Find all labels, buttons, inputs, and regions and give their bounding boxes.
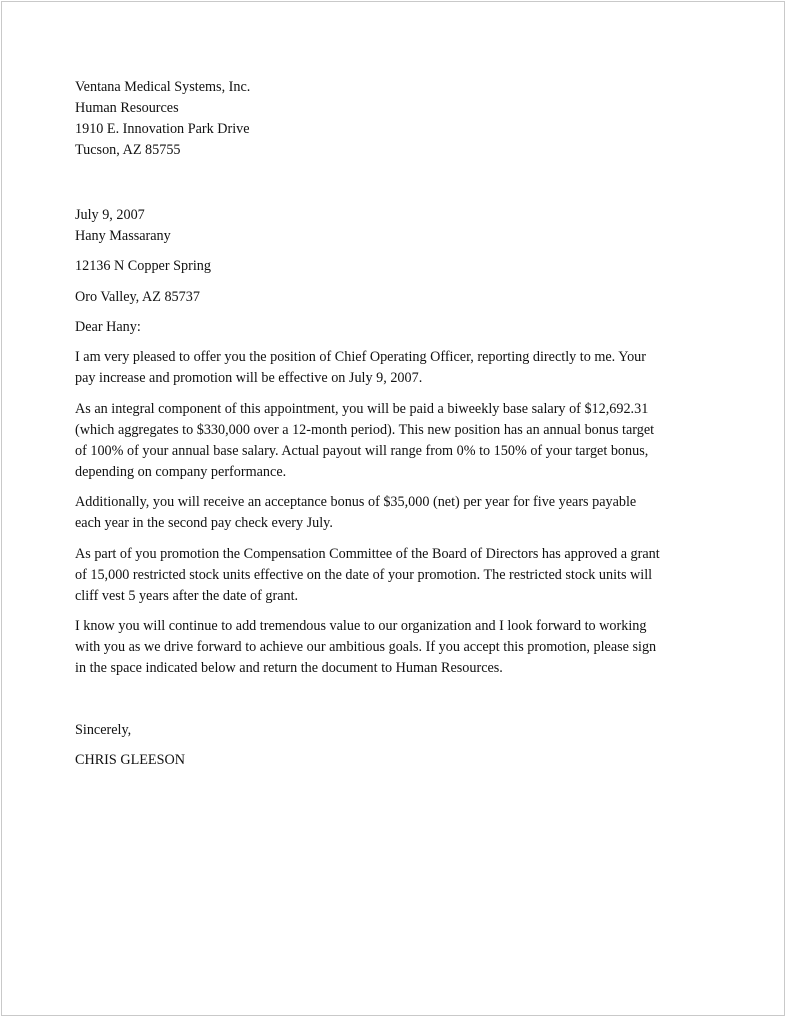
paragraph-line: of 100% of your annual base salary. Actual payout will range from 0% to 150% of your target bonus, xyxy=(75,443,649,459)
recipient-city: Oro Valley, AZ 85737 xyxy=(75,289,200,305)
paragraph-line: Additionally, you will receive an acceptance bonus of $35,000 (net) per year for five years payable xyxy=(75,494,637,510)
closing: Sincerely, xyxy=(75,722,132,738)
paragraph-line: cliff vest 5 years after the date of grant. xyxy=(75,588,299,604)
salutation: Dear Hany: xyxy=(75,319,141,335)
paragraph-line: As part of you promotion the Compensation Committee of the Board of Directors has approved a grant xyxy=(75,546,660,562)
letter-page xyxy=(1,1,785,1016)
letter-date: July 9, 2007 xyxy=(75,207,145,223)
paragraph-line: I know you will continue to add tremendous value to our organization and I look forward to working xyxy=(75,618,647,634)
recipient-street: 12136 N Copper Spring xyxy=(75,258,211,274)
sender-street: 1910 E. Innovation Park Drive xyxy=(75,121,250,137)
paragraph-line: As an integral component of this appointment, you will be paid a biweekly base salary of $12,692.31 xyxy=(75,401,649,417)
sender-department: Human Resources xyxy=(75,100,179,116)
paragraph-line: of 15,000 restricted stock units effective on the date of your promotion. The restricted stock units will xyxy=(75,567,653,583)
sender-city: Tucson, AZ 85755 xyxy=(75,142,181,158)
sender-company: Ventana Medical Systems, Inc. xyxy=(75,79,251,95)
paragraph-line: each year in the second pay check every July. xyxy=(75,515,333,531)
paragraph-line: with you as we drive forward to achieve our ambitious goals. If you accept this promotion, please sign xyxy=(75,639,657,655)
paragraph-line: (which aggregates to $330,000 over a 12-month period). This new position has an annual bonus target xyxy=(75,422,655,438)
paragraph-line: I am very pleased to offer you the position of Chief Operating Officer, reporting directly to me. Your xyxy=(75,349,646,365)
paragraph-line: in the space indicated below and return the document to Human Resources. xyxy=(75,660,503,676)
signatory-name: CHRIS GLEESON xyxy=(75,752,185,768)
paragraph-line: pay increase and promotion will be effective on July 9, 2007. xyxy=(75,370,423,386)
recipient-name: Hany Massarany xyxy=(75,228,171,244)
paragraph-line: depending on company performance. xyxy=(75,464,287,480)
